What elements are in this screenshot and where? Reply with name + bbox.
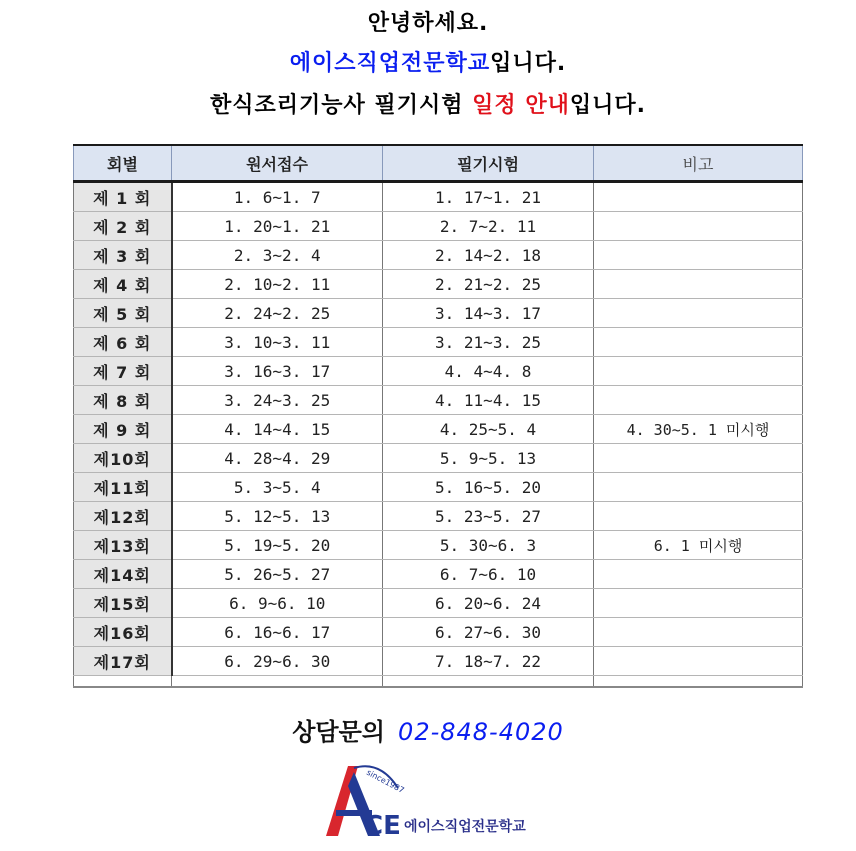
logo-ce-text: CE [364,811,401,841]
round-cell: 제 2 회 [74,212,172,241]
note-cell [594,589,803,618]
exam-intro-guide-word: 안내 [525,93,570,118]
note-cell: 6. 1 미시행 [594,531,803,560]
note-cell [594,618,803,647]
application-cell: 6. 16~6. 17 [172,618,383,647]
table-row [74,241,803,270]
note-cell [594,647,803,676]
round-cell: 제 1 회 [74,182,172,212]
exam-cell: 6. 20~6. 24 [383,589,594,618]
table-row [74,589,803,618]
round-cell: 제 7 회 [74,357,172,386]
school-intro-suffix: 입니다. [490,51,567,76]
exam-cell: 2. 21~2. 25 [383,270,594,299]
round-cell: 제 8 회 [74,386,172,415]
exam-cell: 5. 9~5. 13 [383,444,594,473]
greeting-text: 안녕하세요. [367,11,489,36]
note-cell [594,357,803,386]
exam-cell: 3. 14~3. 17 [383,299,594,328]
table-row [74,182,803,212]
round-cell: 제 3 회 [74,241,172,270]
exam-intro-prefix: 한식조리기능사 필기시험 [210,93,473,118]
application-cell: 3. 10~3. 11 [172,328,383,357]
note-cell [594,299,803,328]
greeting-line [0,6,856,37]
school-intro-line [0,46,856,77]
round-cell: 제10회 [74,444,172,473]
table-row [74,415,803,444]
table-end-cell [172,676,383,688]
round-cell: 제 6 회 [74,328,172,357]
note-cell [594,212,803,241]
exam-intro-schedule-word: 일정 [472,93,517,118]
table-end-row [74,676,803,688]
exam-cell: 1. 17~1. 21 [383,182,594,212]
application-cell: 5. 12~5. 13 [172,502,383,531]
exam-cell: 6. 7~6. 10 [383,560,594,589]
table-row [74,560,803,589]
exam-intro-space [517,93,526,118]
contact-line [0,712,856,747]
exam-cell: 5. 23~5. 27 [383,502,594,531]
note-cell [594,386,803,415]
header-application: 원서접수 [172,145,383,182]
table-row [74,357,803,386]
table-row [74,502,803,531]
round-cell: 제 5 회 [74,299,172,328]
application-cell: 2. 3~2. 4 [172,241,383,270]
round-cell: 제11회 [74,473,172,502]
contact-phone[interactable]: 02-848-4020 [398,718,564,746]
note-cell [594,502,803,531]
school-name: 에이스직업전문학교 [289,51,491,76]
table-row [74,328,803,357]
logo-since-text: since1987 [365,767,406,796]
note-cell [594,473,803,502]
table-end-cell [594,676,803,688]
application-cell: 3. 16~3. 17 [172,357,383,386]
application-cell: 5. 26~5. 27 [172,560,383,589]
table-row [74,270,803,299]
note-cell: 4. 30~5. 1 미시행 [594,415,803,444]
exam-intro-suffix: 입니다. [569,93,646,118]
application-cell: 4. 14~4. 15 [172,415,383,444]
contact-label: 상담문의 [292,718,385,746]
application-cell: 3. 24~3. 25 [172,386,383,415]
header-exam: 필기시험 [383,145,594,182]
application-cell: 6. 9~6. 10 [172,589,383,618]
round-cell: 제17회 [74,647,172,676]
note-cell [594,241,803,270]
round-cell: 제12회 [74,502,172,531]
table-row [74,618,803,647]
table-row [74,444,803,473]
note-cell [594,444,803,473]
exam-cell: 4. 4~4. 8 [383,357,594,386]
exam-cell: 3. 21~3. 25 [383,328,594,357]
exam-cell: 2. 14~2. 18 [383,241,594,270]
note-cell [594,182,803,212]
round-cell: 제16회 [74,618,172,647]
exam-cell: 6. 27~6. 30 [383,618,594,647]
application-cell: 5. 19~5. 20 [172,531,383,560]
exam-cell: 4. 25~5. 4 [383,415,594,444]
round-cell: 제 4 회 [74,270,172,299]
exam-schedule-table [73,144,803,688]
note-cell [594,270,803,299]
note-cell [594,560,803,589]
round-cell: 제 9 회 [74,415,172,444]
application-cell: 4. 28~4. 29 [172,444,383,473]
round-cell: 제15회 [74,589,172,618]
logo-school-name: 에이스직업전문학교 [404,819,526,835]
application-cell: 2. 10~2. 11 [172,270,383,299]
table-row [74,531,803,560]
table-row [74,473,803,502]
exam-cell: 5. 30~6. 3 [383,531,594,560]
header-note: 비고 [594,145,803,182]
table-row [74,386,803,415]
round-cell: 제14회 [74,560,172,589]
application-cell: 1. 20~1. 21 [172,212,383,241]
round-cell: 제13회 [74,531,172,560]
application-cell: 5. 3~5. 4 [172,473,383,502]
exam-cell: 2. 7~2. 11 [383,212,594,241]
table-row [74,212,803,241]
application-cell: 1. 6~1. 7 [172,182,383,212]
exam-cell: 4. 11~4. 15 [383,386,594,415]
table-header-row [74,145,803,182]
table-end-cell [383,676,594,688]
table-row [74,299,803,328]
table-row [74,647,803,676]
exam-cell: 7. 18~7. 22 [383,647,594,676]
header-round: 회별 [74,145,172,182]
note-cell [594,328,803,357]
application-cell: 2. 24~2. 25 [172,299,383,328]
table-body [74,182,803,688]
exam-cell: 5. 16~5. 20 [383,473,594,502]
table-end-cell [74,676,172,688]
application-cell: 6. 29~6. 30 [172,647,383,676]
exam-intro-line [0,88,856,119]
